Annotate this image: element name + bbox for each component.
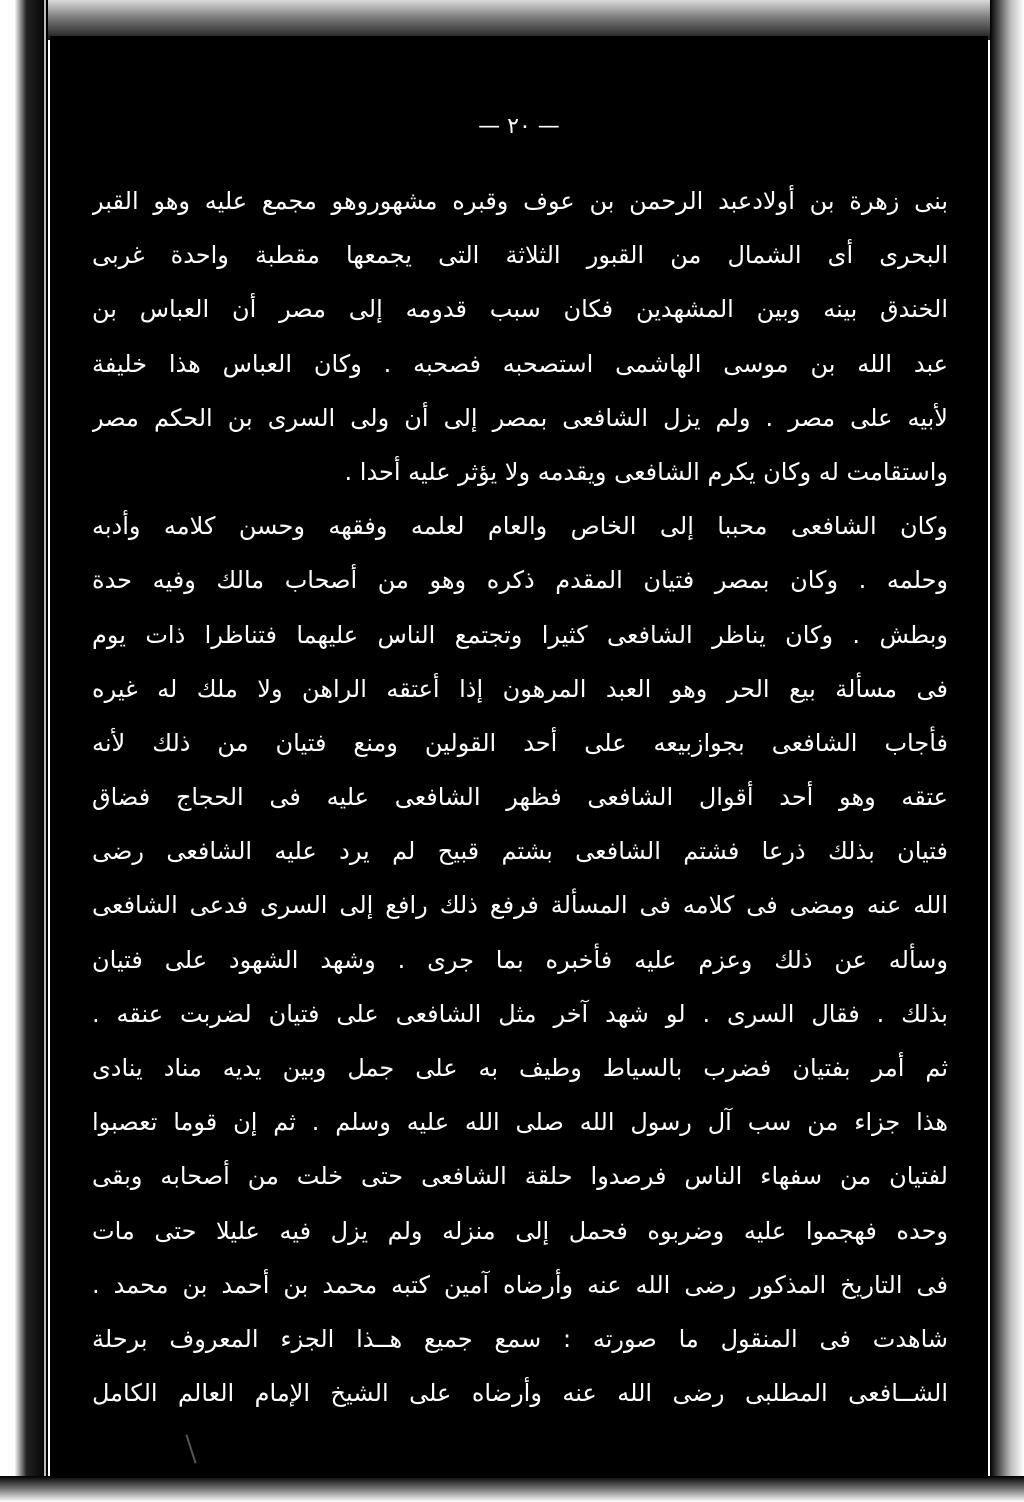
text-line: وحلمه . وكان بمصر فتيان المقدم ذكره وهو من أصحاب مالك وفيه حدة — [92, 566, 948, 595]
text-line: شاهدت فى المنقول ما صورته : سمع جميع هــذا الجزء المعروف برحلة — [92, 1324, 948, 1353]
text-line: الشــافعى المطلبى رضى الله عنه وأرضاه على الشيخ الإمام العالم الكامل — [92, 1379, 948, 1408]
text-line: بذلك . فقال السرى . لو شهد آخر مثل الشافعى على فتيان لضربت عنقه . — [92, 999, 948, 1028]
text-line: فى مسألة بيع الحر وهو العبد المرهون إذا أعتقه الراهن ولا ملك له غيره — [92, 674, 948, 703]
text-line: فى التاريخ المذكور رضى الله عنه وأرضاه آمين كتبه محمد بن أحمد بن محمد . — [92, 1270, 948, 1299]
text-line: لأبيه على مصر . ولم يزل الشافعى بمصر إلى أن ولى السرى بن الحكم مصر — [92, 403, 948, 432]
scan-frame-line — [44, 0, 46, 1502]
text-line: بنى زهرة بن أولادعبد الرحمن بن عوف وقبره مشهوروهو مجمع عليه وهو القبر — [92, 187, 948, 215]
page-number: — ٢٠ — — [478, 114, 560, 139]
text-line: وحده فهجموا عليه وضربوه فحمل إلى منزله ولم يزل فيه عليلا حتى مات — [92, 1216, 948, 1245]
text-line: ثم أمر بفتيان فضرب بالسياط وطيف به على جمل وبين يديه مناد ينادى — [92, 1054, 948, 1082]
scan-top-edge — [0, 0, 1024, 40]
scan-right-edge — [990, 0, 1024, 1502]
text-line: الله عنه ومضى فى كلامه فى المسألة فرفع ذلك رافع إلى السرى فدعى الشافعى — [92, 891, 948, 920]
page-sheet — [50, 36, 988, 1478]
text-line: وسأله عن ذلك وعزم عليه فأخبره بما جرى . وشهد الشهود على فتيان — [92, 945, 948, 974]
text-line: لفتيان من سفهاء الناس فرصدوا حلقة الشافعى حتى خلت من أصحابه وبقى — [92, 1162, 948, 1191]
text-line: واستقامت له وكان يكرم الشافعى ويقدمه ولا يؤثر عليه أحدا . — [344, 457, 948, 486]
text-line: فأجاب الشافعى بجوازبيعه على أحد القولين ومنع فتيان من ذلك لأنه — [92, 728, 948, 757]
text-line: وكان الشافعى محببا إلى الخاص والعام لعلمه وفقهه وحسن كلامه وأدبه — [92, 512, 948, 541]
scan-bottom-edge — [0, 1476, 1024, 1502]
body-text — [92, 174, 948, 1420]
text-line: هذا جزاء من سب آل رسول الله صلى الله عليه وسلم . ثم إن قوما تعصبوا — [92, 1108, 948, 1137]
scan-left-edge — [0, 0, 48, 1502]
text-line: فتيان بذلك ذرعا فشتم الشافعى بشتم قبيح لم يرد عليه الشافعى رضى — [92, 837, 948, 866]
text-line: البحرى أى الشمال من القبور الثلاثة التى يجمعها مقطبة واحدة غربى — [92, 241, 948, 270]
text-line: وبطش . وكان يناظر الشافعى كثيرا وتجتمع الناس عليهما فتناظرا ذات يوم — [92, 620, 948, 649]
text-line: عتقه وهو أحد أقوال الشافعى فظهر الشافعى عليه فى الحجاج فضاق — [92, 783, 948, 812]
text-line: الخندق بينه وبين المشهدين فكان سبب قدومه إلى مصر أن العباس بن — [92, 295, 948, 324]
text-line: عبد الله بن موسى الهاشمى استصحبه فصحبه . وكان العباس هذا خليفة — [92, 349, 948, 378]
